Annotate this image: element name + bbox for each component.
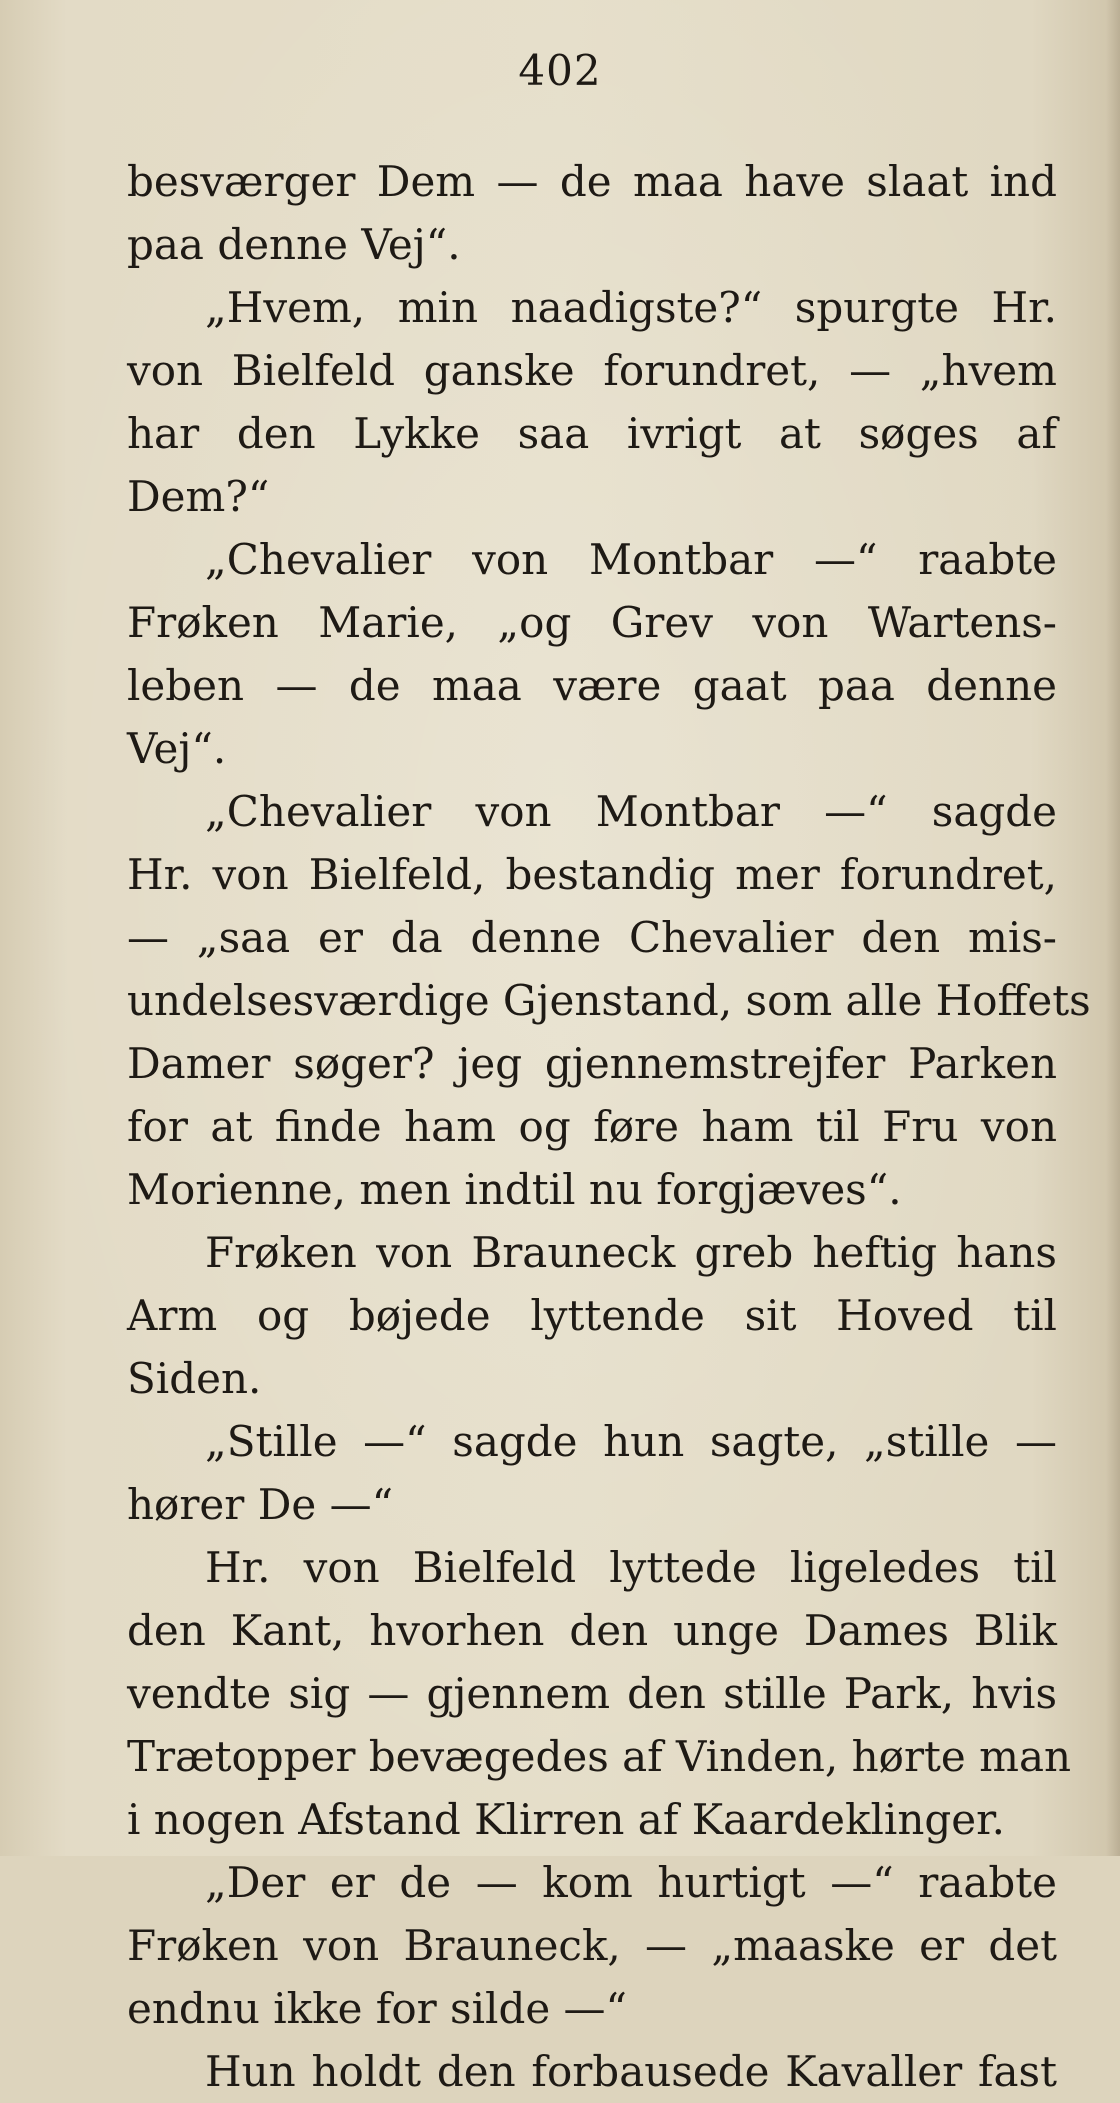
text-line: besværger Dem — de maa have slaat ind — [127, 157, 1057, 206]
text-line: Hun holdt den forbausede Kavaller fast — [205, 2047, 1057, 2096]
text-line: for at finde ham og føre ham til Fru von — [127, 1102, 1057, 1151]
text-line: „Chevalier von Montbar —“ raabte — [205, 535, 1057, 584]
text-line: vendte sig — gjennem den stille Park, hvis — [127, 1669, 1057, 1718]
text-line: Trætopper bevægedes af Vinden, hørte man — [127, 1732, 1072, 1781]
text-line: „Chevalier von Montbar —“ sagde — [205, 787, 1057, 836]
page-text-block — [127, 150, 1091, 2103]
text-line: endnu ikke for silde —“ — [127, 1984, 628, 2033]
text-line: Arm og bøjede lyttende sit Hoved til — [127, 1291, 1057, 1340]
text-line: har den Lykke saa ivrigt at søges af — [127, 409, 1057, 458]
text-line: — „saa er da denne Chevalier den mis- — [127, 913, 1057, 962]
text-line: „Der er de — kom hurtigt —“ raabte — [205, 1858, 1057, 1907]
text-line: leben — de maa være gaat paa denne — [127, 661, 1057, 710]
text-line: von Bielfeld ganske forundret, — „hvem — [127, 346, 1057, 395]
text-line: Frøken von Brauneck, — „maaske er det — [127, 1921, 1057, 1970]
text-line: paa denne Vej“. — [127, 220, 461, 269]
text-line: Morienne, men indtil nu forgjæves“. — [127, 1165, 902, 1214]
text-line: Frøken Marie, „og Grev von Wartens- — [127, 598, 1057, 647]
text-line: „Hvem, min naadigste?“ spurgte Hr. — [205, 283, 1057, 332]
text-line: Dem?“ — [127, 472, 270, 521]
page-edge-shadow — [1106, 0, 1120, 1856]
text-line: undelsesværdige Gjenstand, som alle Hoffets — [127, 976, 1091, 1025]
page-number: 402 — [518, 46, 602, 95]
text-line: Frøken von Brauneck greb heftig hans — [205, 1228, 1057, 1277]
text-line: hører De —“ — [127, 1480, 394, 1529]
text-line: den Kant, hvorhen den unge Dames Blik — [127, 1606, 1057, 1655]
text-line: Damer søger? jeg gjennemstrejfer Parken — [127, 1039, 1057, 1088]
text-line: Vej“. — [127, 724, 227, 773]
text-line: Hr. von Bielfeld, bestandig mer forundret, — [127, 850, 1057, 899]
text-line: „Stille —“ sagde hun sagte, „stille — — [205, 1417, 1057, 1466]
text-line: Hr. von Bielfeld lyttede ligeledes til — [205, 1543, 1057, 1592]
text-line: Siden. — [127, 1354, 262, 1403]
text-line: i nogen Afstand Klirren af Kaardeklinger. — [127, 1795, 1005, 1844]
